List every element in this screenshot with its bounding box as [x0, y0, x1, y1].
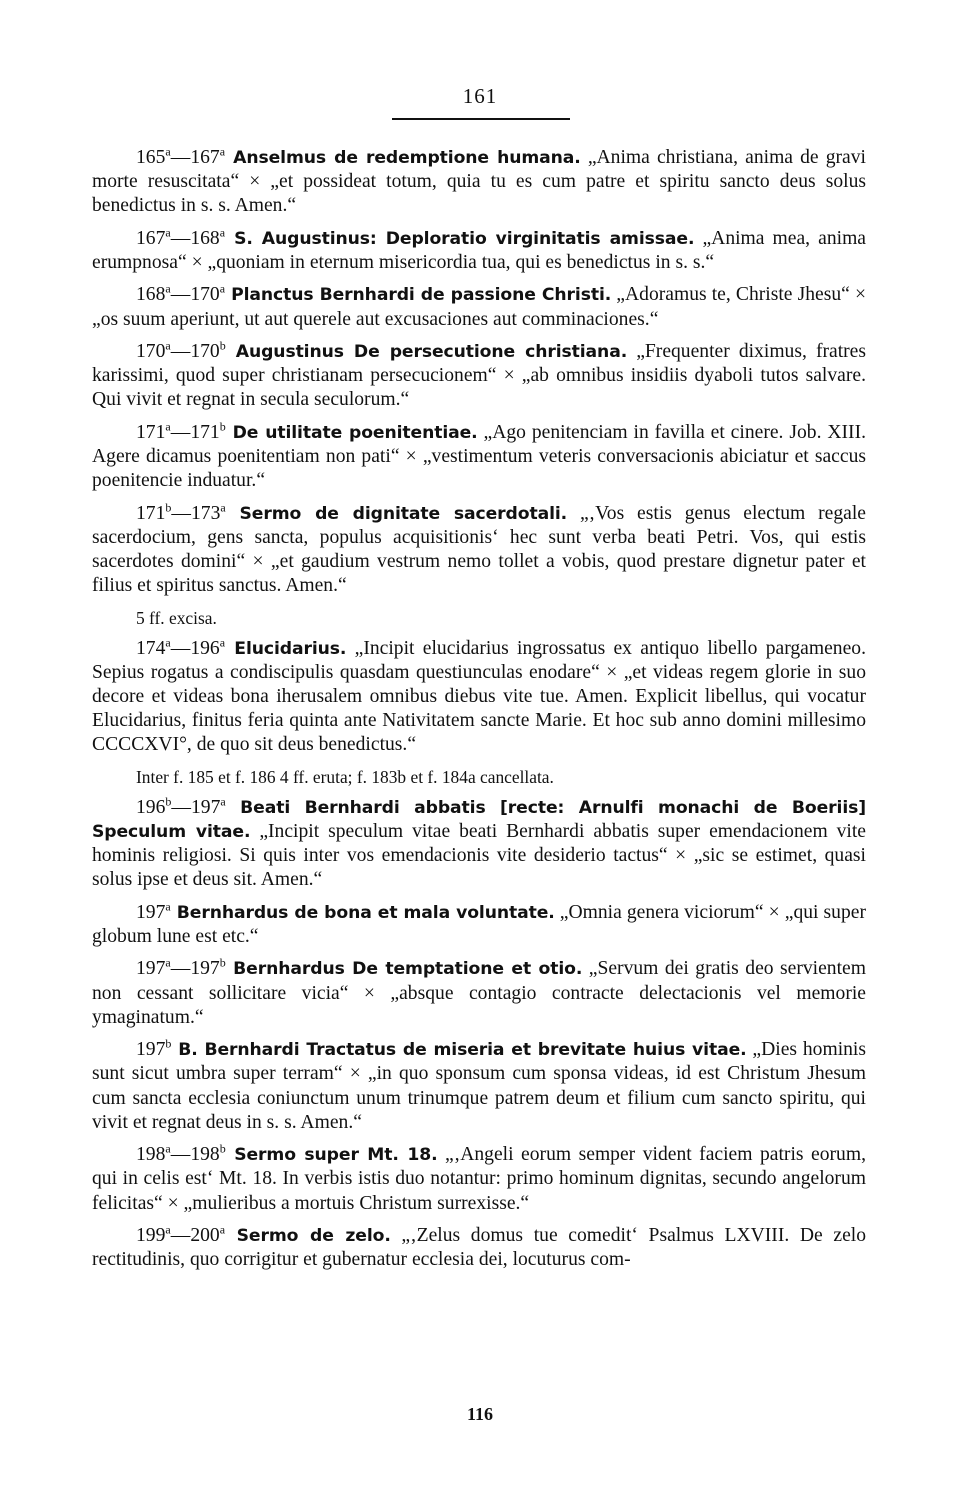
entry-text: „Incipit elucidarius ingrossatus ex antiquo libello pargameneo. Sepius rogatus a condiscipulis quasdam questiunculas enodare“ × „et videas regem glorie in suo decore et videas bona iherusalem omnibus diebus vite tue. Amen. Explicit libellus, qui vocatur Elucidarius, finitus feria quinta ante Nativitatem sancte Marie. Et hoc sub anno domini millesimo CCCCXVI°, de quo sit deus benedictus.“	[92, 637, 866, 756]
catalog-entry	[92, 637, 866, 758]
header-rule	[392, 118, 570, 120]
catalog-entry	[92, 283, 866, 331]
entry-text: „Anima mea, anima erumpnosa“ × „quoniam in eternum misericordia tua, qui es benedictus in s. s.“	[92, 227, 866, 273]
editorial-note: 5 ff. excisa.	[136, 607, 217, 628]
folio-range: 170$^a$—170$^b$	[136, 338, 226, 362]
catalog-entry	[92, 146, 866, 219]
folio-range: 168$^a$—170$^a$	[136, 281, 226, 306]
entry-text: „‚Zelus domus tue comedit‘ Psalmus LXVIII. De zelo rectitudinis, quo corrigitur et gubernatur ecclesia dei, locuturus com-	[92, 1224, 867, 1271]
entry-text: „Adoramus te, Christe Jhesu“ × „os suum aperiunt, ut aut querele aut excusaciones aut comminaciones.“	[92, 284, 866, 330]
catalog-entry	[92, 1224, 866, 1272]
entry-title: Beati Bernhardi abbatis [recte: Arnulfi monachi de Boeriis] Speculum vitae.	[92, 797, 866, 842]
folio-range: 197$^a$—197$^b$	[136, 955, 226, 980]
entry-text: „Ago penitenciam in favilla et cinere. Job. XIII. Agere dicamus poenitentiam non pati“ × „vestimentum veteris conversacionis abiciatur et saccus poenitencie induatur.“	[92, 421, 866, 492]
catalog-entry	[92, 421, 866, 494]
entry-text: „Incipit speculum vitae beati Bernhardi abbatis super emendacionem vite hominis religiosi. Si quis inter vos emendacionis vite desiderio tactus“ × „sic se estimet, quasi solus ipse et deus sit. Amen.“	[92, 820, 866, 891]
entry-title: Anselmus de redemptione humana.	[225, 148, 581, 168]
catalog-entry	[92, 1143, 866, 1216]
entry-title: De utilitate poenitentiae.	[225, 422, 478, 443]
entry-title: B. Bernhardi Tractatus de miseria et brevitate huius vitae.	[171, 1040, 747, 1061]
folio-range: 171$^b$—173$^a$	[136, 500, 226, 524]
catalog-entry	[92, 957, 866, 1030]
entry-title: Sermo de zelo.	[225, 1225, 391, 1246]
entry-text: „‚Vos estis genus electum regale sacerdocium, gens sancta, populus acquisitionis‘ hec sunt verba beati Petri. Vos, qui estis sacerdotes domini“ × „et gaudium vestrum nemo tollet a vobis, quod prestare dignetur pater et filius et spiritus sanctus. Amen.“	[92, 502, 866, 597]
entry-title: Planctus Bernhardi de passione Christi.	[225, 285, 612, 306]
entry-text: „Dies hominis sunt sicut umbra super terram“ × „in quo sponsum cum sponsa videas, id est Christum Jhesum cum sancta ecclesia coniunctum unum trinumque patrem deum et filium cum sancto spiritu, qui vivit et regnat deus in s. s. Amen.“	[92, 1039, 866, 1133]
entry-text: „‚Angeli eorum semper vident faciem patris eorum, qui in celis est‘ Mt. 18. In verbis istis duo notantur: primo hominum dignitas, secundo angelorum felicitas“ × „mulieribus a mortuis Christum surrexisse.“	[92, 1144, 866, 1214]
folio-range: 171$^a$—171$^b$	[136, 419, 226, 443]
entry-text: „Frequenter diximus, fratres karissimi, quod super christianam persecucionem“ × „ab omnibus insidiis dyaboli tutos salvare. Qui vivit et regnat in secula seculorum.“	[92, 340, 866, 411]
entry-text: „Omnia genera viciorum“ × „qui super globum lune est etc.“	[92, 901, 866, 947]
folio-range: 197$^b$	[136, 1036, 172, 1061]
footer-page-number: 116	[466, 1404, 493, 1424]
entry-title: Bernhardus De temptatione et otio.	[225, 959, 583, 980]
entry-title: Sermo super Mt. 18.	[225, 1145, 438, 1166]
folio-range: 196$^b$—197$^a$	[136, 794, 226, 818]
catalog-entry	[92, 340, 866, 413]
folio-range: 167$^a$—168$^a$	[136, 225, 226, 249]
folio-range: 165$^a$—167$^a$	[136, 144, 226, 168]
catalog-entry	[92, 796, 866, 893]
editorial-note: Inter f. 185 et f. 186 4 ff. eruta; f. 183b et f. 184a cancellata.	[136, 766, 554, 787]
entry-title: S. Augustinus: Deploratio virginitatis amissae.	[225, 228, 695, 249]
folio-range: 174$^a$—196$^a$	[136, 635, 226, 659]
entry-title: Sermo de dignitate sacerdotali.	[225, 503, 568, 524]
catalog-entry	[92, 901, 866, 949]
catalog-entries	[92, 146, 866, 1281]
running-page-number: 161	[462, 84, 498, 108]
folio-range: 199$^a$—200$^a$	[136, 1222, 226, 1246]
catalog-entry	[92, 227, 866, 275]
entry-text: „Anima christiana, anima de gravi morte resuscitata“ × „et possideat totum, quia tu es cum patre et spiritu sancto deus solus benedictus in s. s. Amen.“	[92, 147, 866, 217]
folio-range: 197$^a$	[136, 899, 171, 923]
entry-text: „Servum dei gratis deo servientem non cessant sollicitare vicia“ × „absque contagio contracte delectacionis vel memorie ymaginatum.“	[92, 958, 866, 1028]
entry-title: Elucidarius.	[225, 638, 347, 659]
catalog-entry	[92, 502, 866, 599]
entry-title: Augustinus De persecutione christiana.	[225, 341, 628, 362]
folio-range: 198$^a$—198$^b$	[136, 1141, 226, 1166]
catalog-entry	[92, 1038, 866, 1135]
entry-title: Bernhardus de bona et mala voluntate.	[170, 902, 555, 923]
